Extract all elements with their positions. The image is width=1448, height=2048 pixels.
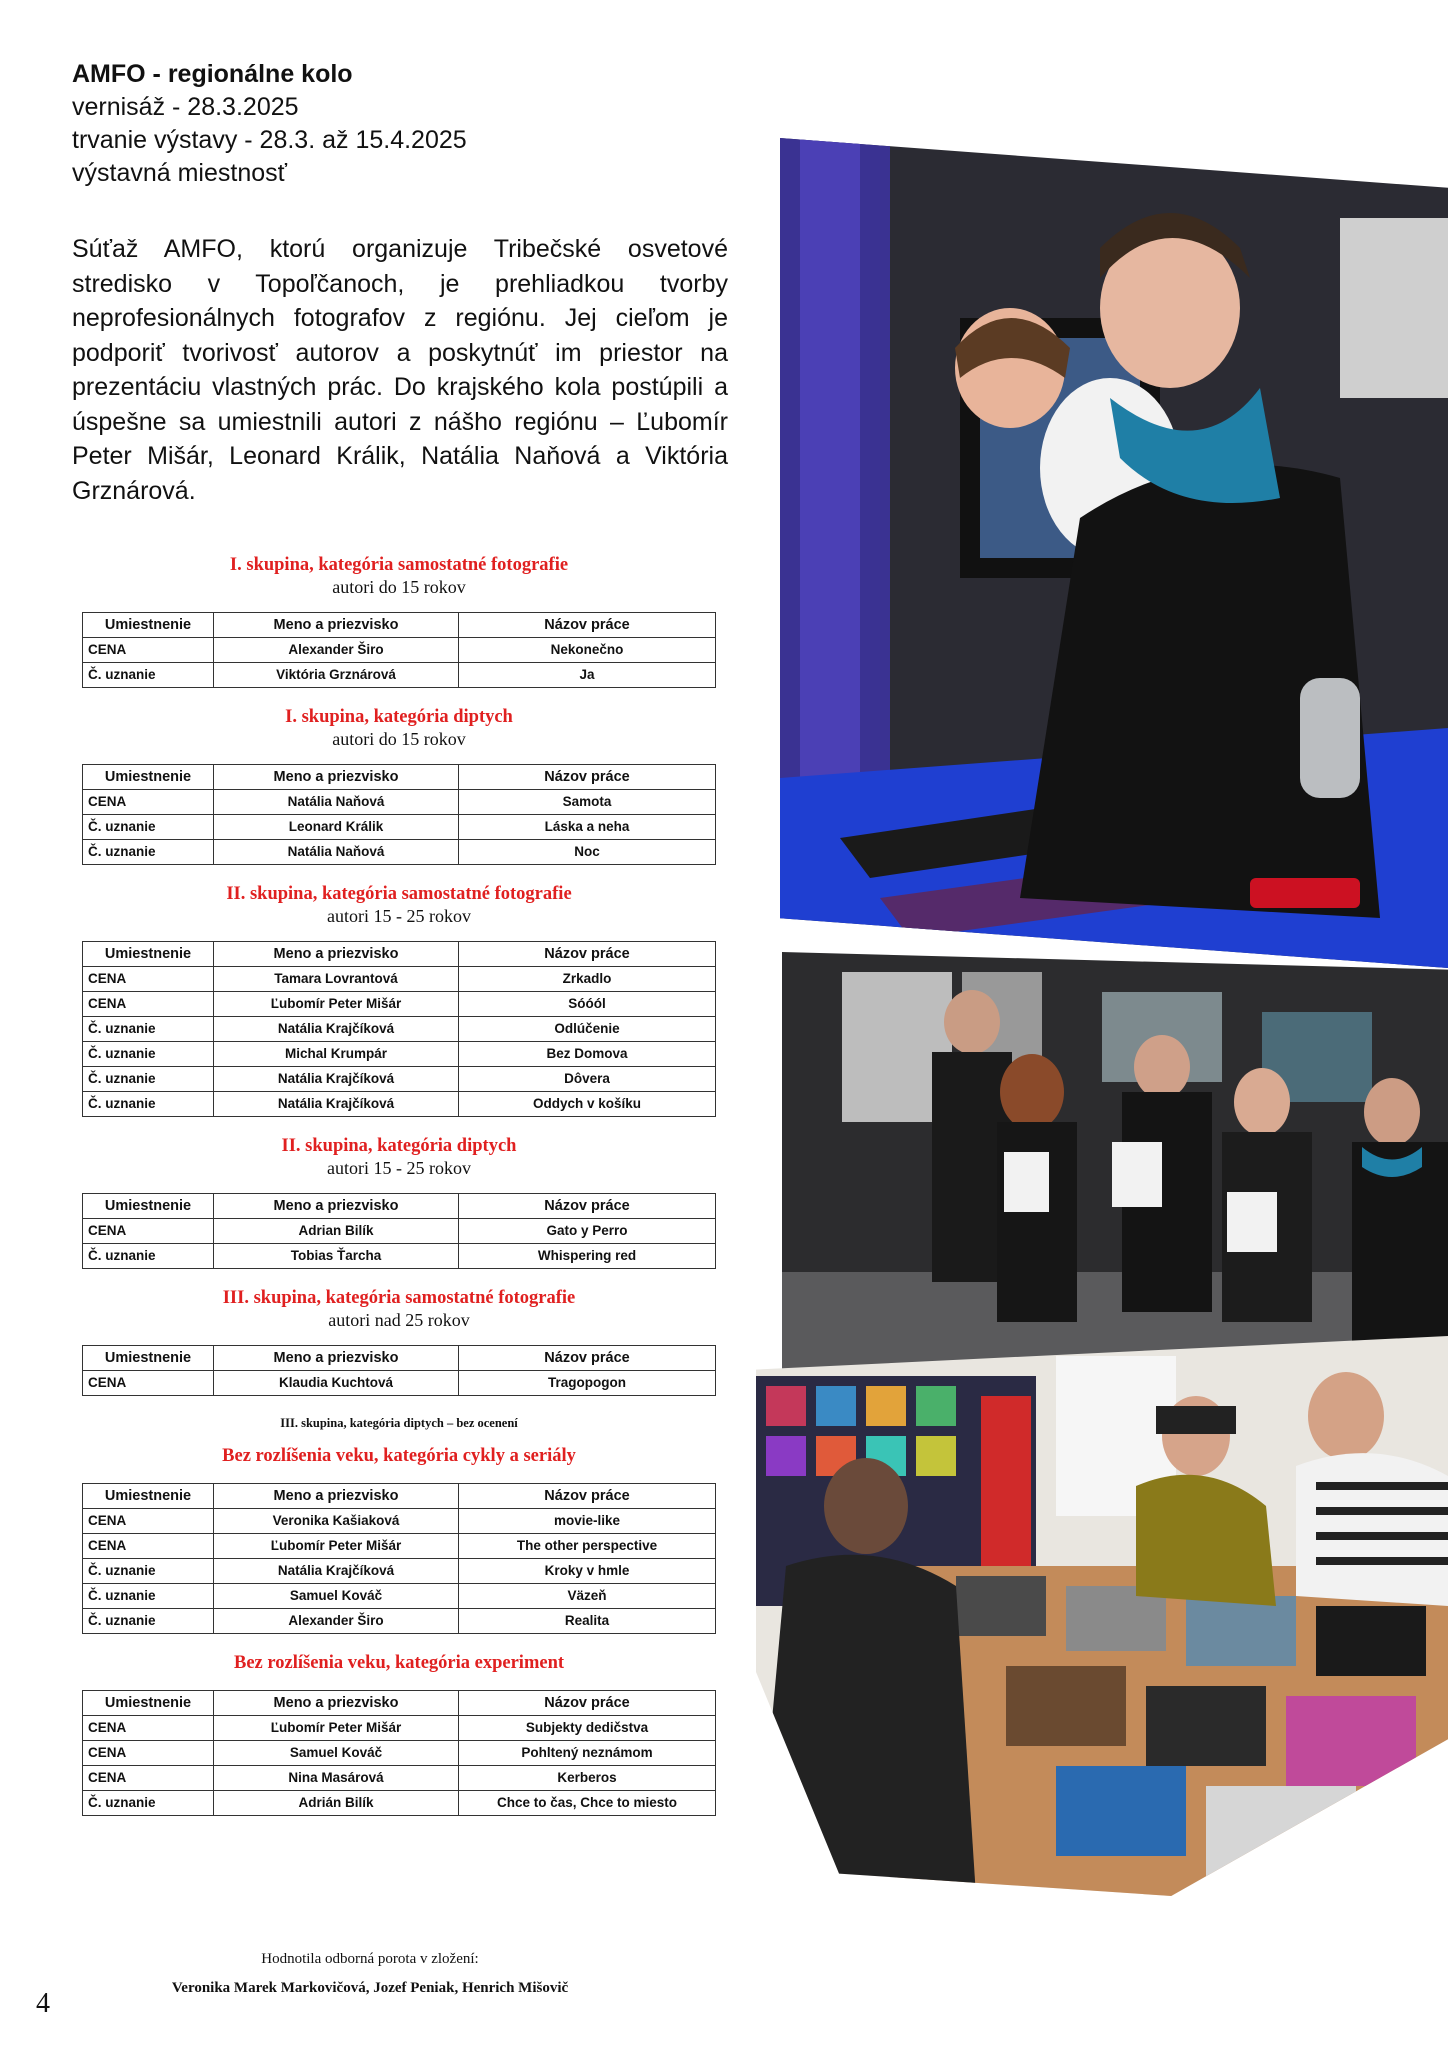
- work-title-cell: Nekonečno: [459, 638, 716, 663]
- author-cell: Natália Naňová: [214, 790, 459, 815]
- author-cell: Adrián Bilík: [214, 1791, 459, 1816]
- table-row: [83, 992, 716, 1017]
- placement-cell: Č. uznanie: [83, 1092, 214, 1117]
- table-row: [83, 1559, 716, 1584]
- placement-cell: Č. uznanie: [83, 1042, 214, 1067]
- author-cell: Alexander Širo: [214, 638, 459, 663]
- author-cell: Natália Krajčíková: [214, 1559, 459, 1584]
- section-subtitle: [82, 1674, 716, 1676]
- column-header: Meno a priezvisko: [214, 613, 459, 638]
- section-note: III. skupina, kategória diptych – bez ocenení: [280, 1416, 518, 1430]
- results-section: [82, 1445, 716, 1634]
- section-title: I. skupina, kategória diptych: [285, 707, 513, 727]
- column-header: Umiestnenie: [83, 1484, 214, 1509]
- placement-cell: CENA: [83, 992, 214, 1017]
- table-row: [83, 1244, 716, 1269]
- placement-cell: CENA: [83, 638, 214, 663]
- placement-cell: CENA: [83, 1509, 214, 1534]
- intro-paragraph: Súťaž AMFO, ktorú organizuje Tribečské osvetové stredisko v Topoľčanoch, je prehliadkou tvorby neprofesionálnych fotografov z regiónu. Jej cieľom je podporiť tvorivosť autorov a poskytnúť im priestor na prezentáciu vlastných prác. Do krajského kola postúpili a úspešne sa umiestnili autori z nášho regiónu – Ľubomír Peter Mišár, Leonard Králik, Natália Naňová a Viktória Grznárová.: [72, 235, 728, 505]
- placement-cell: Č. uznanie: [83, 840, 214, 865]
- author-cell: Natália Naňová: [214, 840, 459, 865]
- work-title-cell: Dôvera: [459, 1067, 716, 1092]
- placement-cell: CENA: [83, 1766, 214, 1791]
- results-table: [82, 1690, 716, 1816]
- work-title-cell: Gato y Perro: [459, 1219, 716, 1244]
- photo-jury-evaluation: [756, 1336, 1448, 1896]
- placement-cell: Č. uznanie: [83, 663, 214, 688]
- table-header-row: [83, 1691, 716, 1716]
- photo-jury-evaluation-image: [756, 1336, 1448, 1896]
- table-row: [83, 1741, 716, 1766]
- table-row: [83, 840, 716, 865]
- placement-cell: CENA: [83, 1534, 214, 1559]
- work-title-cell: Tragopogon: [459, 1371, 716, 1396]
- author-cell: Nina Masárová: [214, 1766, 459, 1791]
- work-title-cell: Subjekty dedičstva: [459, 1716, 716, 1741]
- column-header: Umiestnenie: [83, 942, 214, 967]
- page-number: 4: [36, 1988, 50, 2019]
- placement-cell: CENA: [83, 967, 214, 992]
- exhibition-venue: výstavná miestnosť: [72, 159, 288, 187]
- column-header: Názov práce: [459, 942, 716, 967]
- table-row: [83, 1371, 716, 1396]
- table-row: [83, 638, 716, 663]
- work-title-cell: The other perspective: [459, 1534, 716, 1559]
- table-row: [83, 1716, 716, 1741]
- table-row: [83, 663, 716, 688]
- column-header: Meno a priezvisko: [214, 1691, 459, 1716]
- jury-names: Veronika Marek Markovičová, Jozef Peniak, Henrich Mišovič: [171, 1980, 569, 1996]
- section-title: II. skupina, kategória diptych: [281, 1136, 517, 1156]
- results-table: [82, 1345, 716, 1396]
- column-header: Názov práce: [459, 613, 716, 638]
- work-title-cell: movie-like: [459, 1509, 716, 1534]
- vernissage-date: vernisáž - 28.3.2025: [72, 93, 299, 121]
- author-cell: Ľubomír Peter Mišár: [214, 1716, 459, 1741]
- section-title: III. skupina, kategória samostatné fotografie: [222, 1288, 576, 1308]
- results-table: [82, 1193, 716, 1269]
- work-title-cell: Kroky v hmle: [459, 1559, 716, 1584]
- table-row: [83, 1534, 716, 1559]
- table-row: [83, 815, 716, 840]
- results-section: [82, 554, 716, 688]
- column-header: Umiestnenie: [83, 1346, 214, 1371]
- placement-cell: Č. uznanie: [83, 1067, 214, 1092]
- table-header-row: [83, 1484, 716, 1509]
- placement-cell: Č. uznanie: [83, 1559, 214, 1584]
- column-header: Meno a priezvisko: [214, 942, 459, 967]
- author-cell: Klaudia Kuchtová: [214, 1371, 459, 1396]
- work-title-cell: Realita: [459, 1609, 716, 1634]
- section-title: Bez rozlíšenia veku, kategória experiment: [233, 1653, 565, 1673]
- section-subtitle: autori do 15 rokov: [332, 729, 466, 749]
- section-subtitle: autori 15 - 25 rokov: [327, 906, 471, 926]
- author-cell: Natália Krajčíková: [214, 1017, 459, 1042]
- work-title-cell: Whispering red: [459, 1244, 716, 1269]
- table-row: [83, 1509, 716, 1534]
- table-row: [83, 1042, 716, 1067]
- column-header: Názov práce: [459, 765, 716, 790]
- work-title-cell: Oddych v košíku: [459, 1092, 716, 1117]
- work-title-cell: Sóóól: [459, 992, 716, 1017]
- photo-winners-group: [782, 952, 1448, 1392]
- table-row: [83, 1092, 716, 1117]
- column-header: Umiestnenie: [83, 1691, 214, 1716]
- section-subtitle: autori 15 - 25 rokov: [327, 1158, 471, 1178]
- author-cell: Alexander Širo: [214, 1609, 459, 1634]
- author-cell: Veronika Kašiaková: [214, 1509, 459, 1534]
- table-row: [83, 1067, 716, 1092]
- photo-jury-table-image: [780, 138, 1448, 968]
- results-sections: [82, 554, 716, 1834]
- table-row: [83, 1219, 716, 1244]
- column-header: Názov práce: [459, 1346, 716, 1371]
- results-section: [82, 1652, 716, 1816]
- author-cell: Michal Krumpár: [214, 1042, 459, 1067]
- table-row: [83, 790, 716, 815]
- jury-label: Hodnotila odborná porota v zložení:: [261, 1951, 479, 1967]
- placement-cell: CENA: [83, 1716, 214, 1741]
- work-title-cell: Pohltený neznámom: [459, 1741, 716, 1766]
- placement-cell: CENA: [83, 1741, 214, 1766]
- placement-cell: Č. uznanie: [83, 1017, 214, 1042]
- author-cell: Leonard Králik: [214, 815, 459, 840]
- page-title: AMFO - regionálne kolo: [72, 60, 353, 88]
- work-title-cell: Chce to čas, Chce to miesto: [459, 1791, 716, 1816]
- section-title: Bez rozlíšenia veku, kategória cykly a seriály: [222, 1446, 576, 1466]
- work-title-cell: Bez Domova: [459, 1042, 716, 1067]
- author-cell: Ľubomír Peter Mišár: [214, 1534, 459, 1559]
- section-title: II. skupina, kategória samostatné fotografie: [226, 884, 572, 904]
- section-subtitle: autori do 15 rokov: [332, 577, 466, 597]
- table-row: [83, 1584, 716, 1609]
- results-section: [82, 883, 716, 1117]
- page-header: [72, 58, 732, 190]
- placement-cell: Č. uznanie: [83, 1609, 214, 1634]
- table-row: [83, 1609, 716, 1634]
- column-header: Umiestnenie: [83, 613, 214, 638]
- table-row: [83, 1017, 716, 1042]
- photo-winners-group-image: [782, 952, 1448, 1392]
- section-subtitle: [82, 1467, 716, 1469]
- results-table: [82, 612, 716, 688]
- results-table: [82, 764, 716, 865]
- table-row: [83, 967, 716, 992]
- author-cell: Adrian Bilík: [214, 1219, 459, 1244]
- work-title-cell: Samota: [459, 790, 716, 815]
- work-title-cell: Láska a neha: [459, 815, 716, 840]
- photo-jury-table: [780, 138, 1448, 968]
- work-title-cell: Ja: [459, 663, 716, 688]
- author-cell: Natália Krajčíková: [214, 1092, 459, 1117]
- results-section: [82, 1287, 716, 1431]
- column-header: Názov práce: [459, 1484, 716, 1509]
- section-subtitle: autori nad 25 rokov: [328, 1310, 470, 1330]
- column-header: Názov práce: [459, 1691, 716, 1716]
- exhibition-duration: trvanie výstavy - 28.3. až 15.4.2025: [72, 126, 467, 154]
- work-title-cell: Kerberos: [459, 1766, 716, 1791]
- table-row: [83, 1791, 716, 1816]
- author-cell: Samuel Kováč: [214, 1741, 459, 1766]
- column-header: Umiestnenie: [83, 765, 214, 790]
- work-title-cell: Noc: [459, 840, 716, 865]
- work-title-cell: Zrkadlo: [459, 967, 716, 992]
- author-cell: Viktória Grznárová: [214, 663, 459, 688]
- placement-cell: Č. uznanie: [83, 1244, 214, 1269]
- column-header: Meno a priezvisko: [214, 1346, 459, 1371]
- results-table: [82, 1483, 716, 1634]
- author-cell: Tamara Lovrantová: [214, 967, 459, 992]
- table-header-row: [83, 1194, 716, 1219]
- author-cell: Samuel Kováč: [214, 1584, 459, 1609]
- placement-cell: Č. uznanie: [83, 815, 214, 840]
- author-cell: Natália Krajčíková: [214, 1067, 459, 1092]
- table-header-row: [83, 613, 716, 638]
- column-header: Meno a priezvisko: [214, 1484, 459, 1509]
- placement-cell: CENA: [83, 1219, 214, 1244]
- placement-cell: Č. uznanie: [83, 1791, 214, 1816]
- table-header-row: [83, 942, 716, 967]
- placement-cell: CENA: [83, 1371, 214, 1396]
- results-section: [82, 1135, 716, 1269]
- column-header: Umiestnenie: [83, 1194, 214, 1219]
- work-title-cell: Väzeň: [459, 1584, 716, 1609]
- column-header: Meno a priezvisko: [214, 1194, 459, 1219]
- column-header: Názov práce: [459, 1194, 716, 1219]
- placement-cell: Č. uznanie: [83, 1584, 214, 1609]
- results-section: [82, 706, 716, 865]
- results-table: [82, 941, 716, 1117]
- column-header: Meno a priezvisko: [214, 765, 459, 790]
- table-header-row: [83, 1346, 716, 1371]
- table-header-row: [83, 765, 716, 790]
- author-cell: Ľubomír Peter Mišár: [214, 992, 459, 1017]
- author-cell: Tobias Ťarcha: [214, 1244, 459, 1269]
- work-title-cell: Odlúčenie: [459, 1017, 716, 1042]
- table-row: [83, 1766, 716, 1791]
- placement-cell: CENA: [83, 790, 214, 815]
- section-title: I. skupina, kategória samostatné fotografie: [229, 555, 569, 575]
